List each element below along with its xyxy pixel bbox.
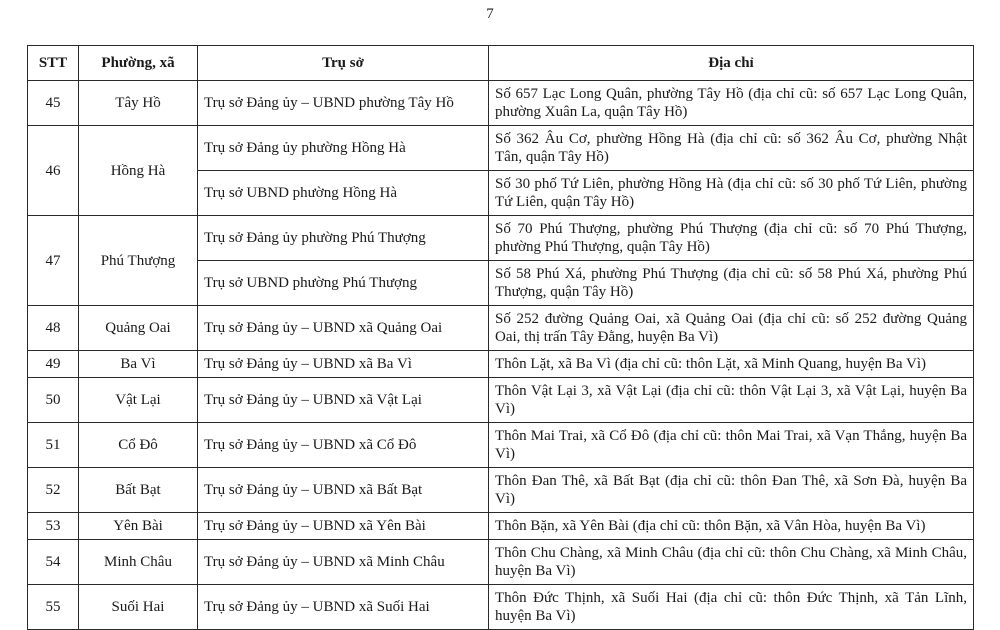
row-address: Thôn Lặt, xã Ba Vì (địa chỉ cũ: thôn Lặt, xã Minh Quang, huyện Ba Vì) [489, 351, 974, 378]
row-ward: Suối Hai [79, 585, 198, 630]
row-ward: Yên Bài [79, 513, 198, 540]
row-office: Trụ sở Đảng ủy – UBND xã Bất Bạt [198, 468, 489, 513]
row-ward: Phú Thượng [79, 216, 198, 306]
row-stt: 54 [28, 540, 79, 585]
row-office: Trụ sở Đảng ủy – UBND xã Yên Bài [198, 513, 489, 540]
row-ward: Quảng Oai [79, 306, 198, 351]
header-stt: STT [28, 46, 79, 81]
row-address: Số 70 Phú Thượng, phường Phú Thượng (địa chỉ cũ: số 70 Phú Thượng, phường Phú Thượng, quận Tây Hồ) [489, 216, 974, 261]
row-stt: 49 [28, 351, 79, 378]
row-address: Thôn Chu Chàng, xã Minh Châu (địa chỉ cũ: thôn Chu Chàng, xã Minh Châu, huyện Ba Vì) [489, 540, 974, 585]
row-stt: 47 [28, 216, 79, 306]
row-ward: Vật Lại [79, 378, 198, 423]
table-row [28, 513, 974, 540]
header-address: Địa chỉ [489, 46, 974, 81]
table-row [28, 216, 974, 261]
table-row [28, 306, 974, 351]
row-address: Thôn Vật Lại 3, xã Vật Lại (địa chỉ cũ: thôn Vật Lại 3, xã Vật Lại, huyện Ba Vì) [489, 378, 974, 423]
table-header-row [28, 46, 974, 81]
table-row [28, 468, 974, 513]
row-stt: 46 [28, 126, 79, 216]
row-stt: 48 [28, 306, 79, 351]
page-number: 7 [486, 6, 494, 22]
row-address: Số 362 Âu Cơ, phường Hồng Hà (địa chỉ cũ: số 362 Âu Cơ, phường Nhật Tân, quận Tây Hồ) [489, 126, 974, 171]
table-row [28, 81, 974, 126]
row-stt: 51 [28, 423, 79, 468]
row-stt: 50 [28, 378, 79, 423]
row-office: Trụ sở Đảng ủy – UBND xã Cổ Đô [198, 423, 489, 468]
row-stt: 52 [28, 468, 79, 513]
row-ward: Tây Hồ [79, 81, 198, 126]
row-office: Trụ sở Đảng ủy – UBND xã Minh Châu [198, 540, 489, 585]
header-office: Trụ sở [198, 46, 489, 81]
row-ward: Minh Châu [79, 540, 198, 585]
row-stt: 45 [28, 81, 79, 126]
row-address: Thôn Mai Trai, xã Cổ Đô (địa chỉ cũ: thôn Mai Trai, xã Vạn Thắng, huyện Ba Vì) [489, 423, 974, 468]
table-row [28, 378, 974, 423]
row-office: Trụ sở Đảng ủy – UBND phường Tây Hồ [198, 81, 489, 126]
row-address: Thôn Bặn, xã Yên Bài (địa chỉ cũ: thôn Bặn, xã Vân Hòa, huyện Ba Vì) [489, 513, 974, 540]
row-stt: 55 [28, 585, 79, 630]
table-row [28, 423, 974, 468]
table-row [28, 126, 974, 171]
office-address-table [27, 45, 974, 630]
header-ward: Phường, xã [79, 46, 198, 81]
row-ward: Hồng Hà [79, 126, 198, 216]
table-row [28, 585, 974, 630]
row-office: Trụ sở Đảng ủy phường Hồng Hà [198, 126, 489, 171]
table-row [28, 540, 974, 585]
row-address: Thôn Đức Thịnh, xã Suối Hai (địa chỉ cũ: thôn Đức Thịnh, xã Tản Lĩnh, huyện Ba Vì) [489, 585, 974, 630]
row-office: Trụ sở UBND phường Hồng Hà [198, 171, 489, 216]
row-ward: Bất Bạt [79, 468, 198, 513]
row-office: Trụ sở Đảng ủy – UBND xã Vật Lại [198, 378, 489, 423]
row-stt: 53 [28, 513, 79, 540]
row-address: Số 30 phố Tứ Liên, phường Hồng Hà (địa chỉ cũ: số 30 phố Tứ Liên, phường Tứ Liên, quận Tây Hồ) [489, 171, 974, 216]
row-address: Thôn Đan Thê, xã Bất Bạt (địa chỉ cũ: thôn Đan Thê, xã Sơn Đà, huyện Ba Vì) [489, 468, 974, 513]
row-ward: Ba Vì [79, 351, 198, 378]
row-ward: Cổ Đô [79, 423, 198, 468]
row-office: Trụ sở Đảng ủy – UBND xã Quảng Oai [198, 306, 489, 351]
row-address: Số 657 Lạc Long Quân, phường Tây Hồ (địa chỉ cũ: số 657 Lạc Long Quân, phường Xuân La, quận Tây Hồ) [489, 81, 974, 126]
table-row [28, 351, 974, 378]
row-office: Trụ sở UBND phường Phú Thượng [198, 261, 489, 306]
row-address: Số 252 đường Quảng Oai, xã Quảng Oai (địa chỉ cũ: số 252 đường Quảng Oai, thị trấn Tây Đằng, huyện Ba Vì) [489, 306, 974, 351]
row-office: Trụ sở Đảng ủy phường Phú Thượng [198, 216, 489, 261]
row-office: Trụ sở Đảng ủy – UBND xã Suối Hai [198, 585, 489, 630]
row-address: Số 58 Phú Xá, phường Phú Thượng (địa chỉ cũ: số 58 Phú Xá, phường Phú Thượng, quận Tây Hồ) [489, 261, 974, 306]
row-office: Trụ sở Đảng ủy – UBND xã Ba Vì [198, 351, 489, 378]
